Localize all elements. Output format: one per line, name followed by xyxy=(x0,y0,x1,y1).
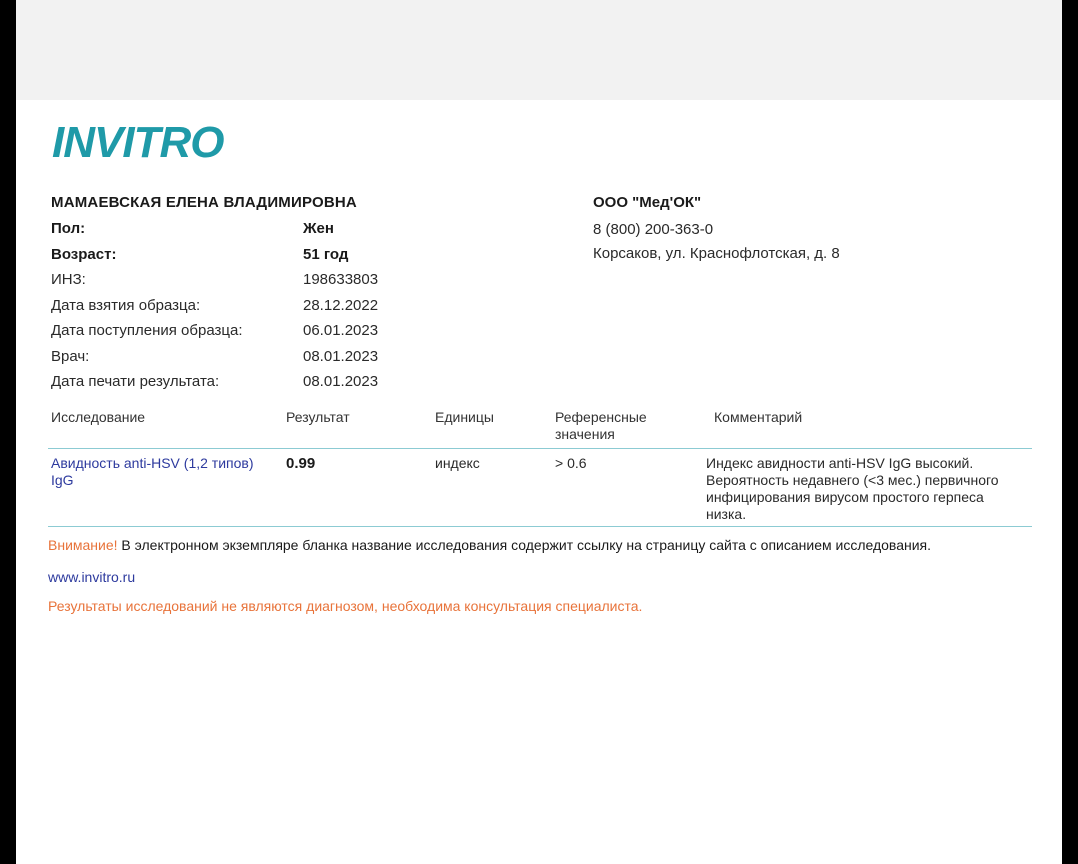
info-label: Дата поступления образца: xyxy=(51,322,243,339)
website-link[interactable]: www.invitro.ru xyxy=(48,569,136,585)
result-value: 0.99 xyxy=(286,455,316,472)
info-label: Врач: xyxy=(51,347,90,365)
info-row-sex xyxy=(51,217,471,243)
info-row-received-date xyxy=(51,319,471,345)
result-comment: Индекс авидности anti-HSV IgG высокий. Вероятность недавнего (<3 мес.) первичного инфицирования вирусом простого герпеса низка. xyxy=(706,455,999,522)
header-test: Исследование xyxy=(51,409,146,425)
header-reference: Референсные значения xyxy=(555,409,647,442)
info-value: 198633803 xyxy=(303,271,379,288)
organization-name: ООО "Мед'ОК" xyxy=(593,194,702,211)
info-label: Пол: xyxy=(51,220,86,237)
info-row-sample-date xyxy=(51,294,471,320)
warning-text: В электронном экземпляре бланка название исследования содержит ссылку на страницу сайта с описанием исследования. xyxy=(117,537,932,553)
top-bar xyxy=(16,0,1062,100)
disclaimer-text: Результаты исследований не являются диагнозом, необходима консультация специалиста. xyxy=(48,598,643,614)
result-reference: > 0.6 xyxy=(555,455,587,471)
result-test-name[interactable]: Авидность anti-HSV (1,2 типов) IgG xyxy=(51,455,254,488)
info-row-inz xyxy=(51,268,471,294)
info-label: Дата взятия образца: xyxy=(51,296,201,314)
info-value: 08.01.2023 xyxy=(303,373,379,390)
info-value: 06.01.2023 xyxy=(303,322,379,339)
invitro-logo: INVITRO xyxy=(52,118,224,167)
info-row-print-date xyxy=(51,370,471,396)
report-page xyxy=(16,0,1062,864)
info-label: Дата печати результата: xyxy=(51,373,220,390)
info-label: Возраст: xyxy=(51,245,117,263)
header-result: Результат xyxy=(286,409,350,425)
patient-info xyxy=(51,217,471,396)
warning-note xyxy=(48,537,1038,553)
header-units: Единицы xyxy=(435,409,494,425)
patient-name: МАМАЕВСКАЯ ЕЛЕНА ВЛАДИМИРОВНА xyxy=(51,194,357,211)
table-bottom-divider xyxy=(48,526,1032,527)
info-value: 08.01.2023 xyxy=(303,347,379,365)
info-value: Жен xyxy=(303,220,334,237)
organization-phone: 8 (800) 200-363-0 xyxy=(593,221,714,238)
organization-address: Корсаков, ул. Краснофлотская, д. 8 xyxy=(593,245,840,262)
info-value: 28.12.2022 xyxy=(303,296,379,314)
header-comment: Комментарий xyxy=(714,409,803,425)
info-value: 51 год xyxy=(303,245,349,263)
warning-label: Внимание! xyxy=(48,537,118,553)
result-units: индекс xyxy=(435,455,480,471)
info-row-doctor xyxy=(51,345,471,371)
info-row-age xyxy=(51,243,471,269)
info-label: ИНЗ: xyxy=(51,271,86,288)
table-header-divider xyxy=(48,448,1032,449)
organization-block xyxy=(593,194,840,269)
